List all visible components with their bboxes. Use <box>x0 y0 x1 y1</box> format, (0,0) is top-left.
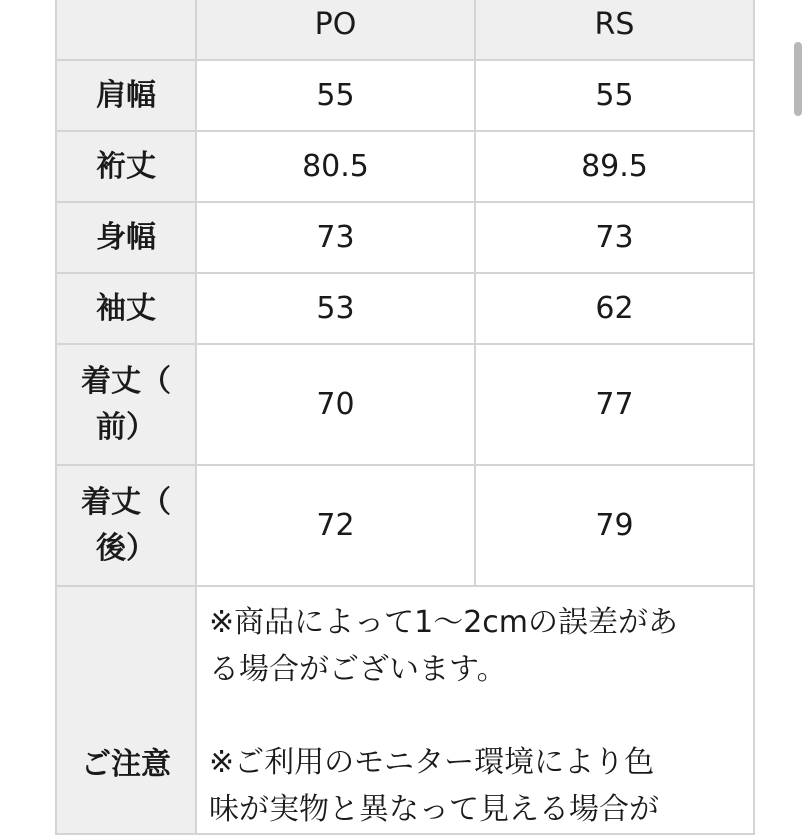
rs-value: 62 <box>475 273 754 344</box>
row-label: 袖丈 <box>56 273 196 344</box>
scrollbar-thumb[interactable] <box>794 42 802 116</box>
header-rs-cell: RS <box>475 0 754 60</box>
header-corner-cell <box>56 0 196 60</box>
rs-value: 55 <box>475 60 754 131</box>
row-label-line: 着丈（ <box>81 484 171 520</box>
row-label: 肩幅 <box>56 60 196 131</box>
rs-value: 73 <box>475 202 754 273</box>
rs-value: 89.5 <box>475 131 754 202</box>
scrollbar-track[interactable] <box>788 0 808 808</box>
po-value: 55 <box>196 60 475 131</box>
row-label-line: 着丈（ <box>81 363 171 399</box>
rs-value: 77 <box>475 344 754 465</box>
row-label <box>56 344 196 465</box>
row-label-line: 前） <box>96 409 156 445</box>
notice-line: 味が実物と異なって見える場合が <box>209 792 659 827</box>
table-header-row <box>56 0 754 60</box>
notice-line: る場合がございます。 <box>209 652 507 687</box>
table-row <box>56 131 754 202</box>
table-row <box>56 273 754 344</box>
size-chart-table <box>55 0 755 835</box>
notice-line: ※ご利用のモニター環境により色 <box>209 745 655 780</box>
rs-value: 79 <box>475 465 754 586</box>
notice-text <box>196 586 754 834</box>
po-value: 53 <box>196 273 475 344</box>
table-row <box>56 202 754 273</box>
table-row <box>56 60 754 131</box>
row-label <box>56 465 196 586</box>
notice-line: ※商品によって1〜2cmの誤差があ <box>209 605 679 640</box>
notice-row <box>56 586 754 834</box>
notice-label: ご注意 <box>56 586 196 834</box>
header-po-cell: PO <box>196 0 475 60</box>
table-row <box>56 465 754 586</box>
po-value: 70 <box>196 344 475 465</box>
table-row <box>56 344 754 465</box>
page-margin <box>0 0 55 808</box>
row-label: 裄丈 <box>56 131 196 202</box>
row-label: 身幅 <box>56 202 196 273</box>
po-value: 80.5 <box>196 131 475 202</box>
po-value: 72 <box>196 465 475 586</box>
row-label-line: 後） <box>96 530 156 566</box>
po-value: 73 <box>196 202 475 273</box>
